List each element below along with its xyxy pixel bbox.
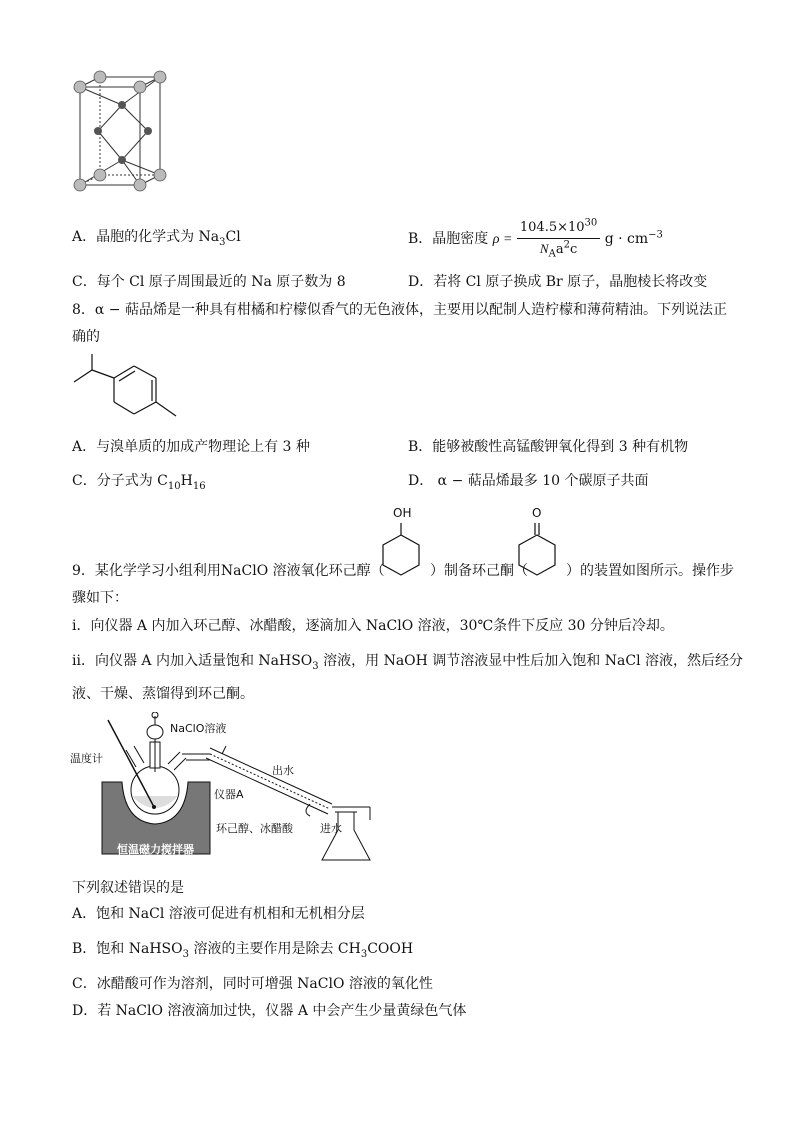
flask-contents-label: 环己醇、冰醋酸	[216, 822, 293, 835]
q8-option-c: C．分子式为 $C_{10}H_{16}$	[72, 473, 206, 492]
q9-stem-part3: ）的装置如图所示。操作步	[566, 563, 734, 579]
q8-option-d: D． α − 萜品烯最多 10 个碳原子共面	[408, 473, 649, 489]
q9-stem-part2: ）制备环己酮（	[430, 563, 528, 579]
crystal-cell-figure	[70, 65, 180, 200]
q9-step-1: ⅰ．向仪器 A 内加入环己醇、冰醋酸，逐滴加入 NaClO 溶液，30℃条件下反应 30 分钟后冷却。	[72, 618, 674, 634]
q9-option-b: B．饱和 NaHSO$_3$ 溶液的主要作用是除去 $CH_3COOH$	[72, 941, 414, 960]
flask-a-label: 仪器A	[214, 788, 244, 801]
thermometer-label: 温度计	[70, 752, 103, 765]
water-inlet-label: 进水	[320, 822, 342, 835]
q9-stem-part1: 9．某化学学习小组利用NaClO 溶液氧化环己醇（	[72, 563, 385, 579]
water-outlet-label: 出水	[272, 764, 294, 777]
q9-step-2: ⅱ．向仪器 A 内加入适量饱和 NaHSO$_3$ 溶液，用 NaOH 调节溶液显中性后加入饱和 NaCl 溶液，然后经分	[72, 653, 743, 672]
q8-stem-line2: 确的	[72, 329, 100, 345]
stirrer-label: 恒温磁力搅拌器	[117, 843, 194, 856]
q8-stem-line1: 8．α − 萜品烯是一种具有柑橘和柠檬似香气的无色液体，主要用以配制人造柠檬和薄荷精油。下列说法正	[72, 302, 727, 318]
q9-question: 下列叙述错误的是	[72, 880, 184, 896]
q8-option-b: B．能够被酸性高锰酸钾氧化得到 3 种有机物	[408, 439, 689, 455]
q9-option-d: D．若 NaClO 溶液滴加过快，仪器 A 中会产生少量黄绿色气体	[72, 1003, 467, 1019]
q9-stem-line2: 骤如下：	[72, 590, 128, 606]
q8-option-a: A．与溴单质的加成产物理论上有 3 种	[72, 439, 310, 455]
q7-option-a: A．晶胞的化学式为 $Na_3Cl$	[72, 229, 241, 248]
alpha-terpinene-structure	[70, 352, 185, 432]
q9-option-a: A．饱和 NaCl 溶液可促进有机相和无机相分层	[72, 906, 365, 922]
q9-step-2-line2: 液、干燥、蒸馏得到环己酮。	[72, 686, 254, 702]
q7-option-b: B．晶胞密度 ρ = $\frac{104.5\times 10^{30}}{N_Aa^2c}$ $g \cdot cm^{-3}$	[408, 217, 663, 260]
carbonyl-label: O	[532, 506, 542, 520]
hydroxyl-label: OH	[393, 506, 412, 520]
q9-option-c: C．冰醋酸可作为溶剂，同时可增强 NaClO 溶液的氧化性	[72, 976, 433, 992]
q7-option-d: D．若将 Cl 原子换成 Br 原子，晶胞棱长将改变	[408, 274, 708, 290]
q7-option-c: C．每个 Cl 原子周围最近的 Na 原子数为 8	[72, 274, 346, 290]
naclo-label: NaClO溶液	[170, 722, 227, 735]
